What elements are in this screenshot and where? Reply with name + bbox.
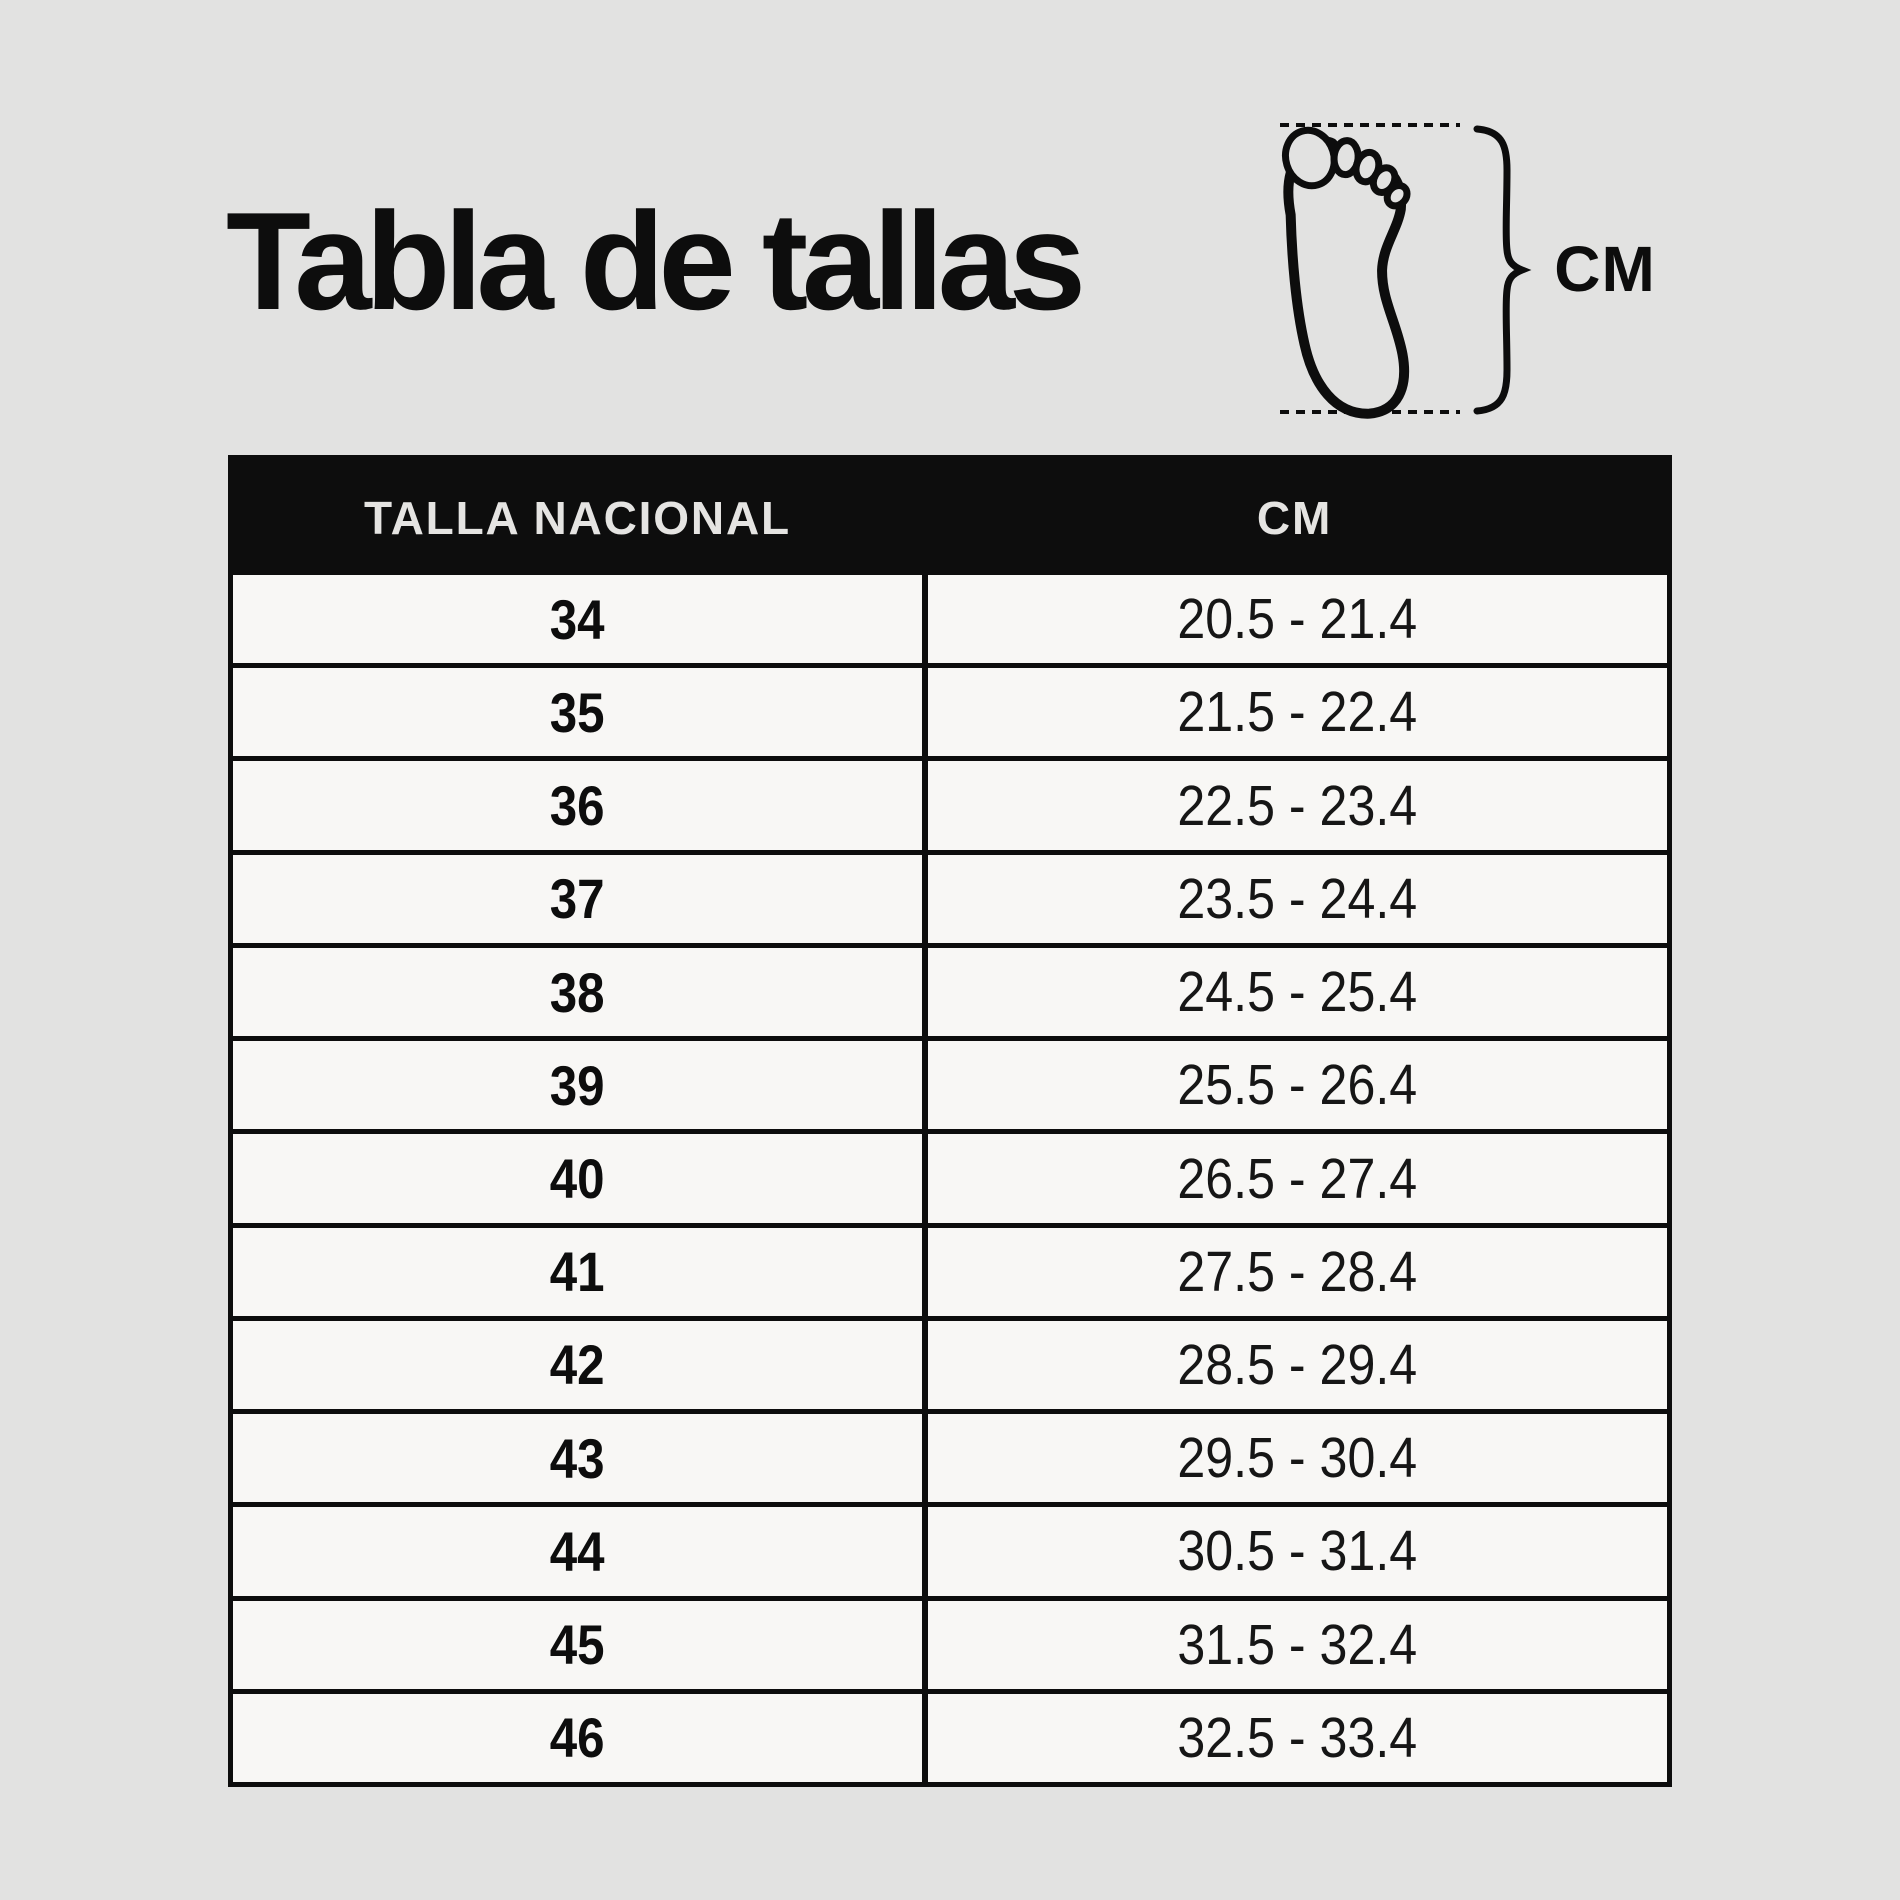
table-row [233, 1601, 1667, 1694]
cm-range-cell: 32.5 - 33.4 [1177, 1705, 1418, 1770]
cm-range-cell: 30.5 - 31.4 [1177, 1519, 1418, 1584]
table-row [233, 1041, 1667, 1134]
table-rows [233, 575, 1667, 1782]
cm-range-cell: 25.5 - 26.4 [1177, 1053, 1418, 1118]
size-cell: 39 [550, 1053, 605, 1117]
size-cell: 41 [550, 1240, 605, 1304]
size-cell: 45 [550, 1613, 605, 1677]
table-row [233, 1507, 1667, 1600]
foot-icon [1260, 95, 1700, 425]
cm-range-cell: 29.5 - 30.4 [1177, 1426, 1418, 1491]
table-row [233, 575, 1667, 668]
foot-measure-graphic [1260, 95, 1700, 425]
table-row [233, 761, 1667, 854]
size-cell: 40 [550, 1147, 605, 1211]
table-row [233, 1694, 1667, 1782]
size-cell: 43 [550, 1426, 605, 1490]
table-header-row [233, 460, 1667, 575]
size-cell: 34 [550, 587, 605, 651]
cm-range-cell: 21.5 - 22.4 [1177, 680, 1418, 745]
header-cell-cm: CM [1256, 491, 1333, 544]
size-cell: 35 [550, 680, 605, 744]
table-row [233, 855, 1667, 948]
cm-range-cell: 22.5 - 23.4 [1177, 773, 1418, 838]
size-table [228, 455, 1672, 1787]
cm-range-cell: 31.5 - 32.4 [1177, 1612, 1418, 1677]
foot-sole-icon [1276, 115, 1437, 421]
size-cell: 44 [550, 1519, 605, 1583]
cm-range-cell: 27.5 - 28.4 [1177, 1239, 1418, 1304]
brace-icon [1477, 129, 1522, 411]
size-cell: 38 [550, 960, 605, 1024]
cm-range-cell: 28.5 - 29.4 [1177, 1332, 1418, 1397]
size-cell: 46 [550, 1706, 605, 1770]
cm-range-cell: 24.5 - 25.4 [1177, 960, 1418, 1025]
table-row [233, 668, 1667, 761]
size-cell: 36 [550, 774, 605, 838]
table-row [233, 948, 1667, 1041]
table-row [233, 1134, 1667, 1227]
table-row [233, 1228, 1667, 1321]
cm-range-cell: 26.5 - 27.4 [1177, 1146, 1418, 1211]
table-row [233, 1414, 1667, 1507]
table-row [233, 1321, 1667, 1414]
cm-range-cell: 20.5 - 21.4 [1177, 587, 1418, 652]
size-cell: 37 [550, 867, 605, 931]
size-cell: 42 [550, 1333, 605, 1397]
cm-label: CM [1554, 233, 1656, 305]
header-cell-talla-nacional: TALLA NACIONAL [364, 491, 791, 544]
page-title: Tabla de tallas [226, 184, 1080, 339]
cm-range-cell: 23.5 - 24.4 [1177, 866, 1418, 931]
